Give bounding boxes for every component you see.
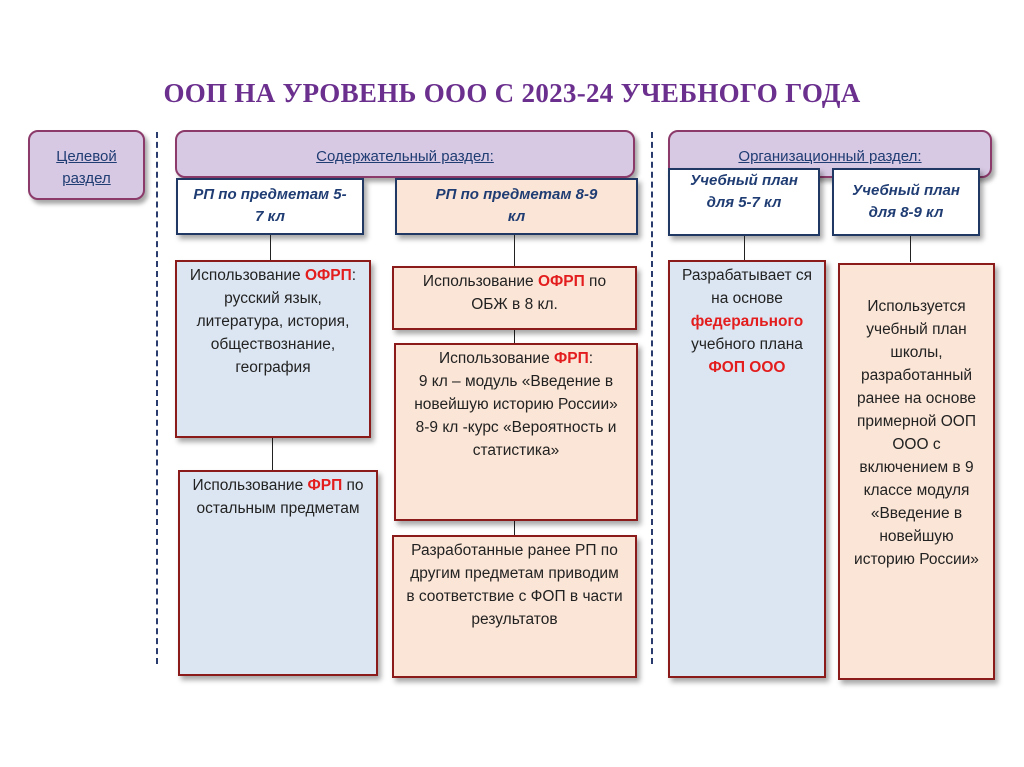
plan-8-9-box: Используется учебный план школы, разработанный ранее на основе примерной ООП ООО с включением в 9 классе модуля «Введение в новейшую историю России»: [838, 263, 995, 680]
probability-course-text: 8-9 кл -курс «Вероятность и статистика»: [415, 419, 617, 459]
ofrp-term: ОФРП: [304, 267, 352, 284]
ofrp-term: ОФРП: [537, 273, 585, 290]
connector-line: [514, 329, 515, 344]
plan-8-9-header: [832, 168, 980, 236]
ofrp-obzh-box: Использование ОФРП по ОБЖ в 8 кл.: [392, 266, 637, 330]
existing-rp-box: Разработанные ранее РП по другим предметам приводим в соответствие с ФОП в части результатов: [392, 535, 637, 678]
rp-5-7-header-label: РП по предметам 5-7 кл: [193, 186, 347, 225]
fop-ooo-term: ФОП ООО: [708, 359, 786, 376]
separator-right: [651, 132, 653, 664]
connector-line: [272, 437, 273, 470]
frp-term: ФРП: [307, 477, 343, 494]
ofrp-5-7-box: Использование ОФРП: русский язык, литература, история, обществознание, география: [175, 260, 371, 438]
target-section: [28, 130, 145, 200]
content-section-label: Содержательный раздел:: [316, 148, 494, 165]
plan-5-7-header-label: Учебный план для 5-7 кл: [690, 172, 798, 211]
content-section: [175, 130, 635, 178]
rp-8-9-header-label: РП по предметам 8-9 кл: [435, 186, 598, 225]
history-module-text: 9 кл – модуль «Введение в новейшую историю России»: [414, 373, 618, 413]
rp-5-7-header: [176, 178, 364, 235]
page-title: ООП НА УРОВЕНЬ ООО С 2023-24 УЧЕБНОГО ГОДА: [163, 78, 861, 108]
connector-line: [514, 235, 515, 267]
frp-other-box: Использование ФРП по остальным предметам: [178, 470, 378, 676]
federal-term: федерального: [690, 313, 804, 330]
connector-line: [744, 236, 745, 262]
plan-5-7-header: [668, 168, 820, 236]
connector-line: [270, 235, 271, 261]
connector-line: [910, 236, 911, 262]
org-section-label: Организационный раздел:: [738, 148, 922, 165]
rp-8-9-header: [395, 178, 638, 235]
frp-8-9-box: Использование ФРП: 9 кл – модуль «Введение в новейшую историю России» 8-9 кл -курс «Вероятность и статистика»: [394, 343, 638, 521]
plan-5-7-box: Разрабатывает ся на основе федерального учебного плана ФОП ООО: [668, 260, 826, 678]
plan-8-9-header-label: Учебный план для 8-9 кл: [852, 182, 960, 221]
connector-line: [514, 520, 515, 536]
separator-left: [156, 132, 158, 664]
frp-term: ФРП: [554, 350, 589, 367]
target-section-label: Целевой раздел: [56, 148, 117, 187]
